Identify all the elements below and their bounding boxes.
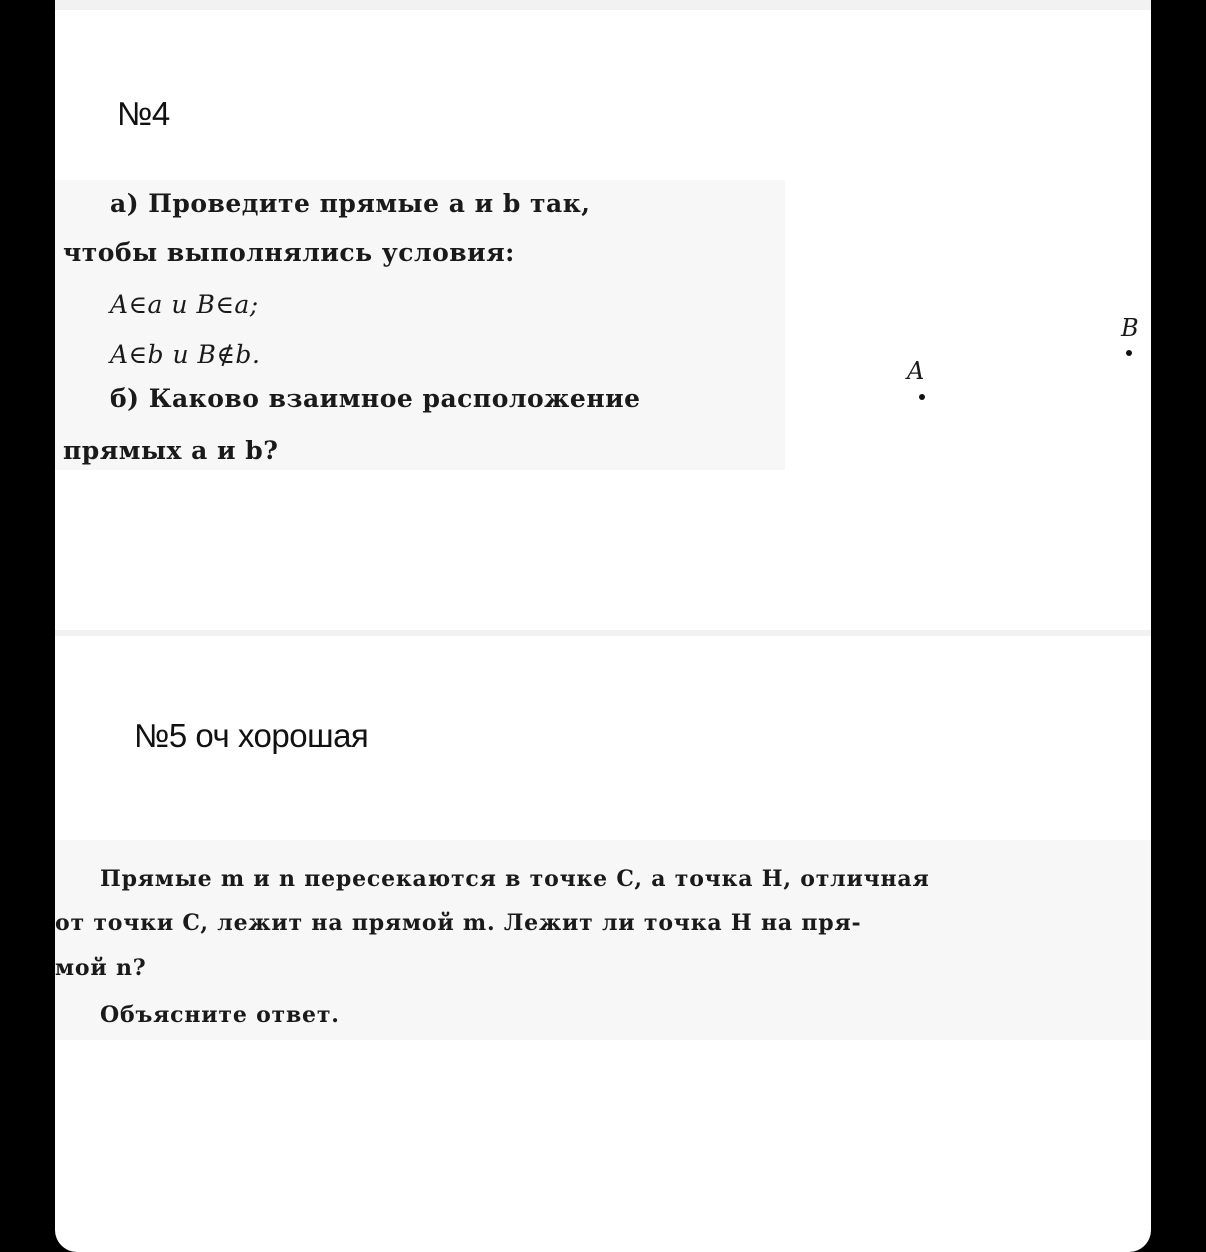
task5-line-1: Прямые m и n пересекаются в точке C, а точка H, отличная [100, 866, 930, 892]
task5-line-2: от точки C, лежит на прямой m. Лежит ли точка H на пря- [55, 910, 862, 936]
document-page [55, 0, 1151, 1252]
task4-line-6: прямых a и b? [63, 436, 279, 465]
point-b-dot [1126, 350, 1132, 356]
task4-line-2: чтобы выполнялись условия: [63, 238, 515, 267]
task5-heading: №5 оч хорошая [134, 717, 369, 754]
task4-line-1: а) Проведите прямые a и b так, [110, 189, 591, 218]
task4-line-4: A∈b и B∉b. [110, 340, 261, 369]
point-a-label: A [907, 357, 925, 385]
task5-line-4: Объясните ответ. [100, 1002, 340, 1028]
point-a-dot [919, 394, 925, 400]
scan-background [55, 180, 785, 470]
task5-line-3: мой n? [55, 955, 147, 981]
task4-line-5: б) Каково взаимное расположение [110, 384, 641, 413]
task4-line-3: A∈a и B∈a; [110, 290, 259, 319]
point-b-label: B [1121, 314, 1139, 342]
top-strip [55, 0, 1151, 10]
section-divider [55, 630, 1151, 636]
task4-heading: №4 [117, 95, 170, 132]
